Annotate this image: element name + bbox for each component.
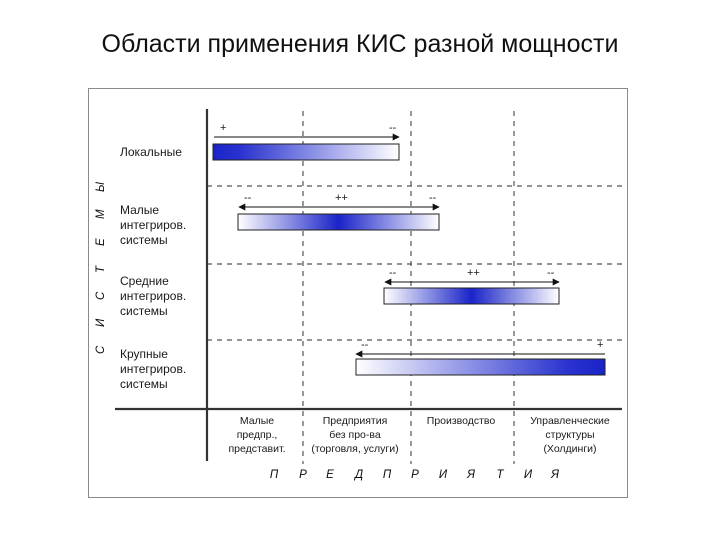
row-label-line: интегриров. — [120, 218, 187, 232]
col-label-production — [427, 415, 496, 427]
slide-title: Области применения КИС разной мощности — [101, 30, 619, 58]
range-large — [356, 339, 605, 375]
y-axis-letter: И — [95, 318, 107, 327]
col-label-line: Предприятия — [322, 415, 388, 427]
row-label-local — [120, 145, 182, 159]
x-axis-title — [270, 469, 559, 481]
col-label-line: без про-ва — [329, 429, 381, 441]
x-axis-letter: Е — [326, 469, 334, 481]
range-sign: -- — [244, 192, 252, 204]
y-axis-letter: С — [95, 291, 107, 300]
row-label-line: системы — [120, 233, 168, 247]
range-sign: -- — [547, 267, 555, 279]
col-label-small-biz — [228, 415, 285, 455]
col-label-holdings — [530, 415, 610, 455]
range-small — [238, 192, 439, 230]
range-sign: -- — [389, 267, 397, 279]
col-label-line: (торговля, услуги) — [311, 443, 399, 455]
row-label-line: Крупные — [120, 347, 168, 361]
x-axis-letter: И — [438, 469, 448, 481]
x-axis-letter: Я — [551, 469, 559, 481]
row-label-line: Малые — [120, 203, 160, 217]
diagram-canvas — [89, 89, 627, 497]
y-axis-letter: С — [95, 345, 107, 354]
col-label-no-production — [311, 415, 398, 455]
y-axis-title — [95, 181, 107, 354]
x-axis-letter: Р — [299, 469, 307, 481]
row-label-line: системы — [120, 304, 168, 318]
range-bar — [213, 144, 399, 160]
range-sign: -- — [361, 339, 369, 351]
range-sign: + — [220, 122, 227, 134]
y-axis-letter: Т — [95, 265, 107, 273]
range-sign: ++ — [467, 267, 480, 279]
y-axis-letter: М — [95, 209, 107, 219]
range-sign: + — [597, 339, 604, 351]
range-bar — [356, 359, 605, 375]
row-label-line: Локальные — [120, 145, 182, 159]
x-axis-letter: И — [523, 469, 533, 481]
row-label-small — [120, 203, 186, 247]
x-axis-letter: П — [382, 469, 392, 481]
x-axis-letter: Р — [411, 469, 419, 481]
diagram-frame — [88, 88, 628, 498]
range-bar — [238, 214, 439, 230]
range-sign: ++ — [335, 192, 348, 204]
col-label-line: (Холдинги) — [543, 443, 597, 455]
x-axis-letter: Д — [354, 469, 364, 481]
range-sign: -- — [429, 192, 437, 204]
y-axis-letter: Е — [95, 238, 107, 246]
range-local — [213, 122, 399, 160]
col-label-line: Производство — [426, 415, 496, 427]
row-label-line: интегриров. — [120, 289, 187, 303]
row-label-large — [120, 347, 186, 391]
row-label-line: Средние — [120, 274, 169, 288]
row-label-medium — [120, 274, 186, 318]
y-axis-letter: Ы — [95, 181, 107, 192]
col-label-line: представит. — [228, 443, 286, 455]
x-axis-letter: Т — [496, 469, 504, 481]
range-bar — [384, 288, 559, 304]
range-medium — [384, 267, 559, 304]
row-label-line: интегриров. — [120, 362, 187, 376]
range-sign: -- — [389, 122, 397, 134]
row-label-line: системы — [120, 377, 168, 391]
col-label-line: предпр., — [236, 429, 278, 441]
x-axis-letter: Я — [467, 469, 475, 481]
col-label-line: Малые — [239, 415, 275, 427]
col-label-line: Управленческие — [530, 415, 610, 427]
x-axis-letter: П — [269, 469, 279, 481]
col-label-line: структуры — [545, 429, 595, 441]
